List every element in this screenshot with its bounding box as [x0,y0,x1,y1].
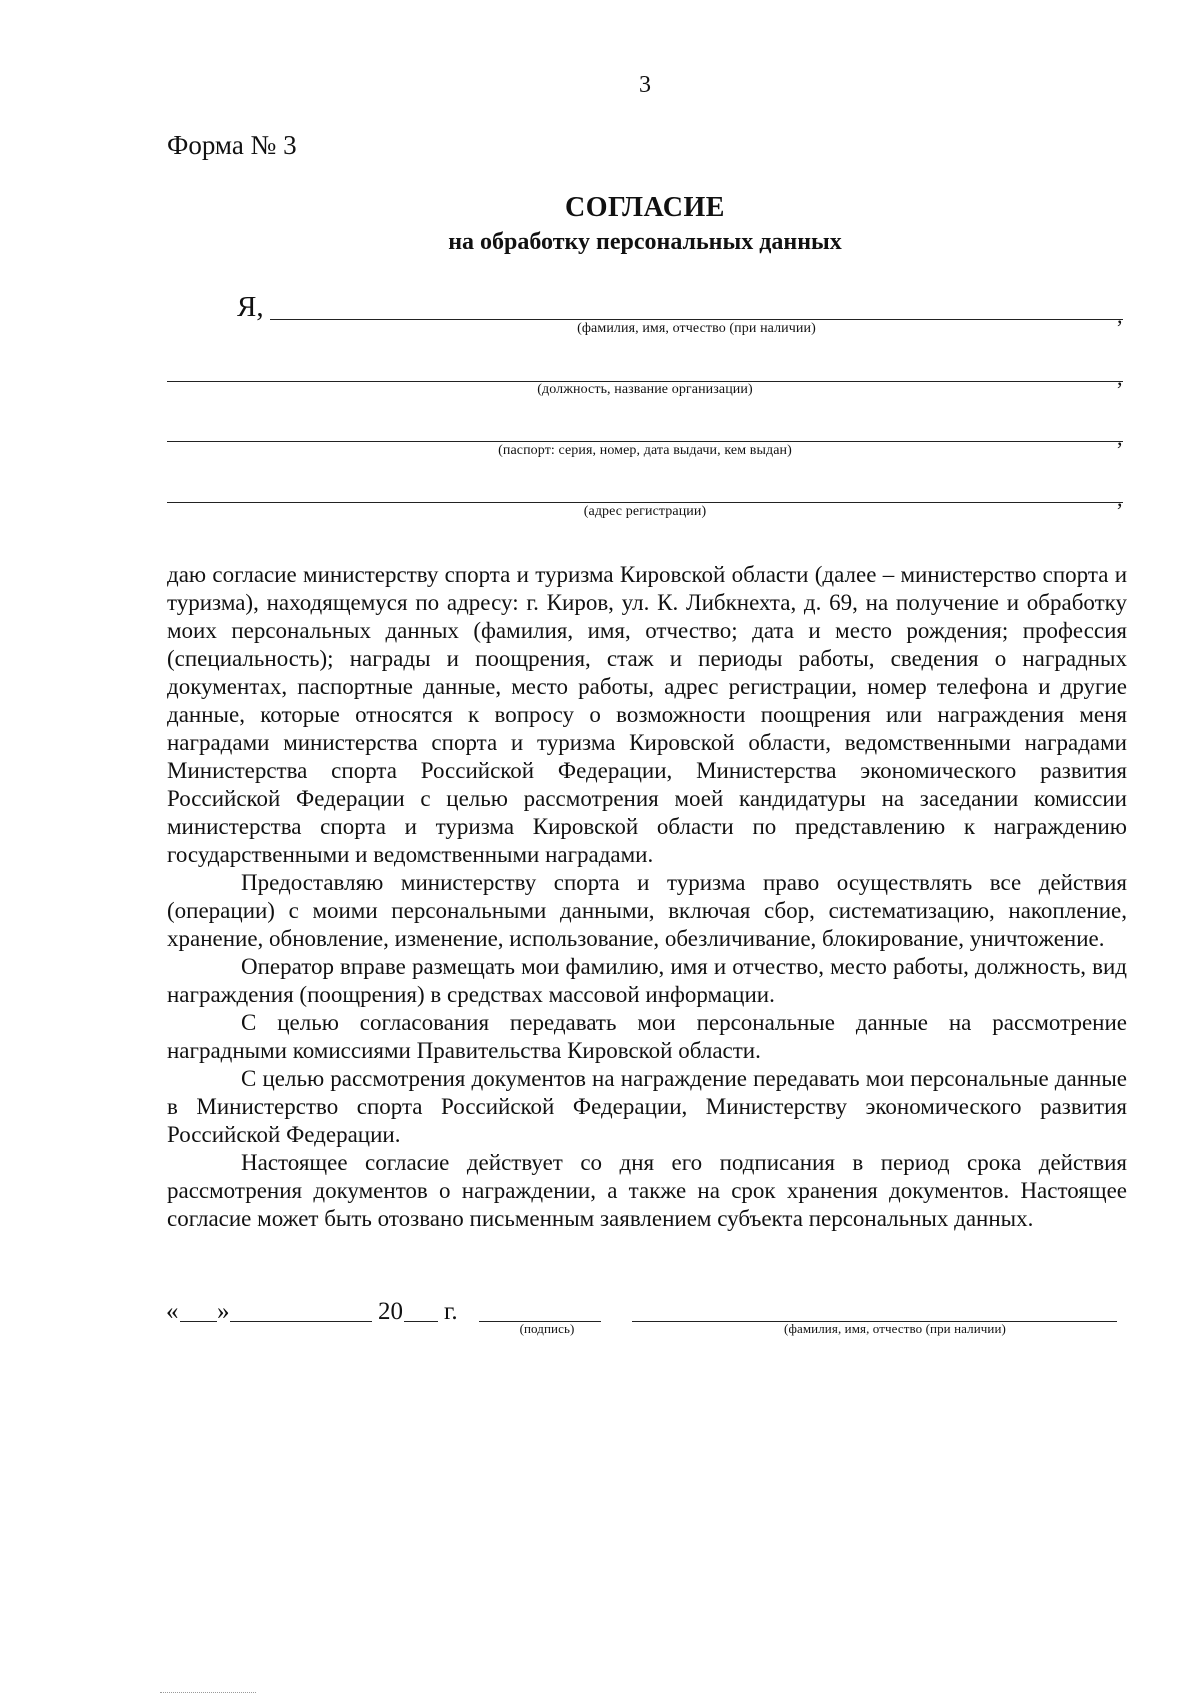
position-caption: (должность, название организации) [537,382,753,397]
ya-label: Я, [237,291,264,323]
page-number: 3 [639,72,651,98]
consent-paragraph: Предоставляю министерству спорта и туризма право осуществлять все действия (операции) с моими персональными данными, включая сбор, систематизацию, накопление, хранение, обновление, изменение, использование, обезличивание, блокирование, уничтожение. [167,870,1127,951]
name-fill-line[interactable] [270,319,1123,320]
date-month-line[interactable] [230,1321,372,1322]
consent-paragraph: С целью согласования передавать мои персональные данные на рассмотрение наградными комиссиями Правительства Кировской области. [167,1010,1127,1063]
address-fill-line[interactable] [167,502,1123,503]
address-comma: , [1117,486,1123,511]
passport-comma: , [1117,425,1123,450]
address-caption: (адрес регистрации) [583,504,707,519]
document-subtitle: на обработку персональных данных [448,229,842,255]
date-quote-close: » [217,1298,230,1325]
passport-caption: (паспорт: серия, номер, дата выдачи, кем выдан) [498,443,792,458]
name-comma: , [1117,303,1123,328]
position-comma: , [1117,365,1123,390]
document-title: СОГЛАСИЕ [565,192,725,223]
name-caption: (фамилия, имя, отчество (при наличии) [577,321,816,336]
scan-edge-mark [160,1692,256,1693]
signature-caption: (подпись) [519,1321,575,1336]
signer-name-caption: (фамилия, имя, отчество (при наличии) [784,1321,1006,1336]
date-year-line[interactable] [404,1321,438,1322]
form-number: Форма № 3 [167,130,297,160]
consent-paragraph: Настоящее согласие действует со дня его подписания в период срока действия рассмотрения документов о награждении, а также на срок хранения документов. Настоящее согласие может быть отозвано письменным заявлением субъекта персональных данных. [167,1150,1127,1231]
date-quote-open: « [166,1298,179,1325]
date-year-suffix: г. [444,1298,458,1325]
consent-body [167,561,1127,1233]
date-year-prefix: 20 [378,1298,403,1325]
passport-fill-line[interactable] [167,441,1123,442]
consent-paragraph: Оператор вправе размещать мои фамилию, имя и отчество, место работы, должность, вид награждения (поощрения) в средствах массовой информации. [167,954,1127,1007]
consent-paragraph: даю согласие министерству спорта и туризма Кировской области (далее – министерство спорта и туризма), находящемуся по адресу: г. Киров, ул. К. Либкнехта, д. 69, на получение и обработку моих персональных данных (фамилия, имя, отчество; дата и место рождения; профессия (специальность); награды и поощрения, стаж и периоды работы, сведения о наградных документах, паспортные данные, место работы, адрес регистрации, номер телефона и другие данные, которые относятся к вопросу о возможности поощрения или награждения меня наградами министерства спорта и туризма Кировской области, ведомственными наградами Министерства спорта Российской Федерации, Министерства экономического развития Российской Федерации с целью рассмотрения моей кандидатуры на заседании комиссии министерства спорта и туризма Кировской области по представлению к награждению государственными и ведомственными наградами. [167,562,1127,867]
consent-paragraph: С целью рассмотрения документов на награждение передавать мои персональные данные в Министерство спорта Российской Федерации, Министерству экономического развития Российской Федерации. [167,1066,1127,1147]
date-day-line[interactable] [180,1321,217,1322]
